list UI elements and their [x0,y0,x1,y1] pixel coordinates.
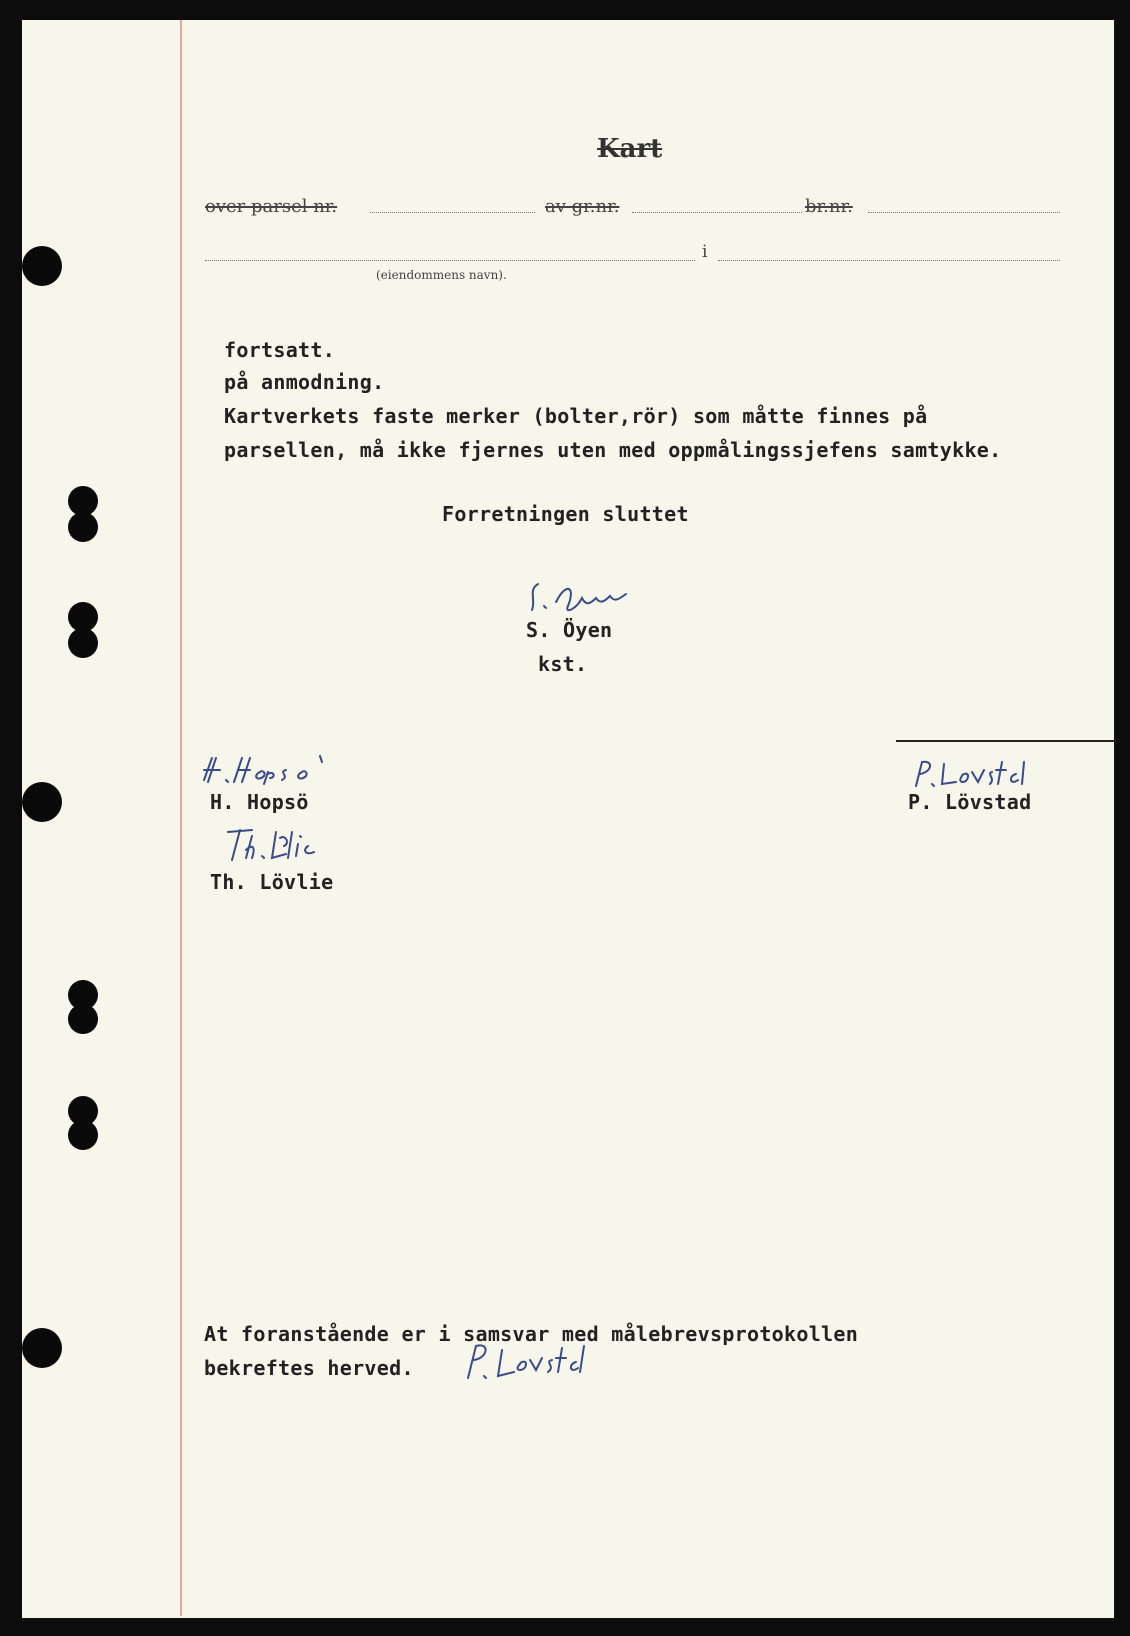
body-line: parsellen, må ikke fjernes uten med oppmålingssjefens samtykke. [224,438,1002,462]
signature-th-lovlie [222,824,332,868]
certification-line: bekreftes herved. [204,1356,414,1380]
punch-hole [68,628,98,658]
scan-edge-top [0,0,1130,20]
parcel-field-line [370,212,535,213]
gnr-field-line [632,212,802,213]
bnr-label: br.nr. [805,196,853,217]
signature-h-hopso [194,752,344,788]
property-name-line [205,260,695,261]
signature-p-lovstad [908,756,1038,792]
scan-edge-left [0,0,22,1636]
main-signatory-name: S. Öyen [526,618,613,642]
body-line: fortsatt. [224,338,336,362]
punch-hole [68,1004,98,1034]
signature-rule [896,740,1116,742]
body-line: på anmodning. [224,370,385,394]
bnr-field-line [868,212,1060,213]
scan-edge-bottom [0,1620,1130,1636]
punch-hole [22,246,62,286]
punch-hole [68,1120,98,1150]
main-signatory-title: kst. [538,652,588,676]
body-line: Kartverkets faste merker (bolter,rör) som måtte finnes på [224,404,928,428]
scan-edge-right [1116,0,1130,1636]
property-caption: (eiendommens navn). [376,268,507,282]
punch-hole [68,512,98,542]
signature-s-oyen [526,576,636,618]
punch-hole [22,782,62,822]
certification-line: At foranstående er i samsvar med målebrevsprotokollen [204,1322,859,1346]
gnr-label: av gr.nr. [545,196,620,217]
margin-line [180,20,182,1616]
signature-p-lovstad-certification [458,1338,608,1388]
form-title: Kart [597,134,663,164]
left-signatory-name: Th. Lövlie [210,870,334,894]
right-signatory-name: P. Lövstad [908,790,1032,814]
punch-hole [22,1328,62,1368]
closing-statement: Forretningen sluttet [442,502,689,526]
location-line [718,260,1060,261]
left-signatory-name: H. Hopsö [210,790,309,814]
parcel-label: over parsel nr. [205,196,338,217]
in-label: i [702,242,708,262]
